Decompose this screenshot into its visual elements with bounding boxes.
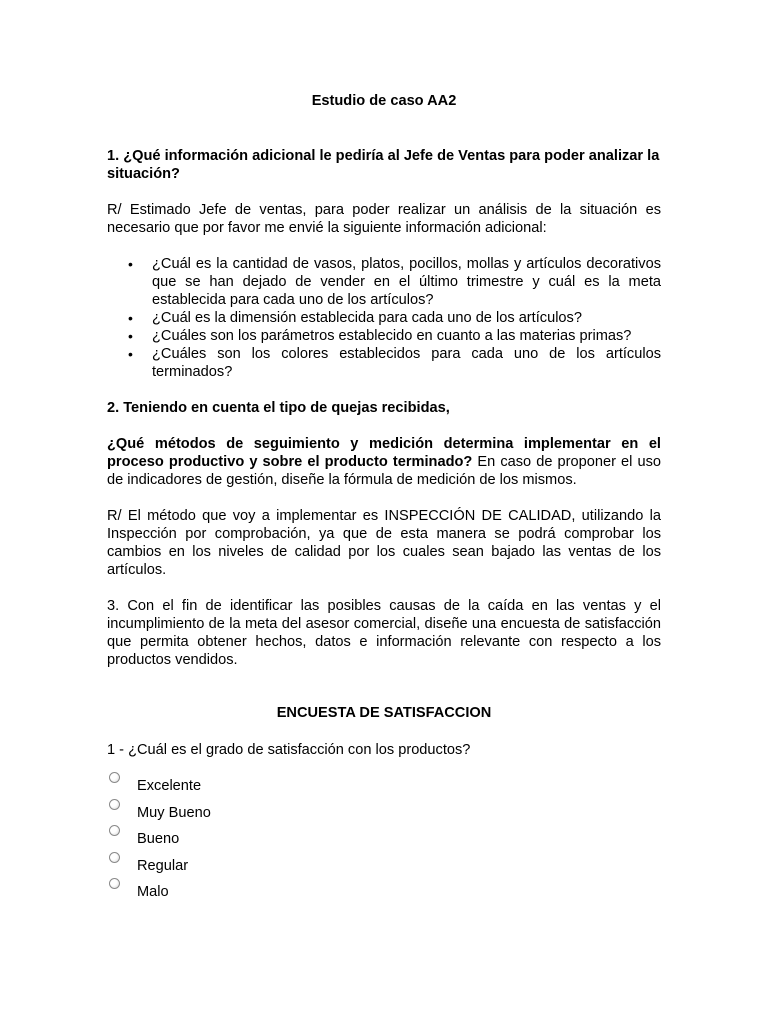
q1-bullet-text: ¿Cuál es la cantidad de vasos, platos, pocillos, mollas y artículos decorativos que se han dejado de vender en el último trimestre y cuál es la meta establecida para cada uno de los artículos?	[152, 256, 661, 308]
bullet-icon: •	[128, 256, 133, 272]
document-title: Estudio de caso AA2	[311, 93, 457, 109]
radio-button-icon[interactable]	[109, 878, 120, 889]
q1-heading: 1. ¿Qué información adicional le pediría al Jefe de Ventas para poder analizar la situación?	[107, 148, 660, 182]
q1-bullet-item	[128, 309, 661, 327]
q2-heading: 2. Teniendo en cuenta el tipo de quejas recibidas,	[107, 400, 450, 416]
survey-title: ENCUESTA DE SATISFACCION	[276, 705, 492, 721]
q2-question-rest: En caso de proponer el uso de indicadores de gestión, diseñe la fórmula de medición de los mismos.	[107, 454, 662, 488]
q2-question-bold: ¿Qué métodos de seguimiento y medición determina implementar en el proceso productivo y sobre el producto terminado?	[107, 436, 661, 470]
survey-options	[107, 777, 661, 910]
survey-option[interactable]	[107, 830, 661, 857]
q2-answer: R/ El método que voy a implementar es INSPECCIÓN DE CALIDAD, utilizando la Inspección por comprobación, ya que de esta manera se podrá comprobar los cambios en los niveles de calidad por los cuales sean bajado las ventas de los artículos.	[107, 508, 661, 578]
q2-question	[107, 435, 661, 489]
bullet-icon: •	[128, 346, 133, 362]
survey-option-label: Bueno	[137, 831, 180, 848]
bullet-icon: •	[128, 310, 133, 326]
survey-option[interactable]	[107, 777, 661, 804]
survey-option[interactable]	[107, 883, 661, 910]
q1-bullet-item	[128, 345, 661, 381]
q3-text: 3. Con el fin de identificar las posibles causas de la caída en las ventas y el incumplimiento de la meta del asesor comercial, diseñe una encuesta de satisfacción que permita obtener hechos, datos e información relevante con respecto a los productos vendidos.	[107, 598, 661, 668]
survey-option[interactable]	[107, 857, 661, 884]
radio-button-icon[interactable]	[109, 825, 120, 836]
radio-button-icon[interactable]	[109, 852, 120, 863]
survey-option-label: Excelente	[137, 778, 202, 794]
q1-bullet-text: ¿Cuál es la dimensión establecida para cada uno de los artículos?	[152, 310, 582, 326]
q1-bullet-item	[128, 255, 661, 309]
survey-option-label: Regular	[137, 857, 189, 874]
survey-question-1: 1 - ¿Cuál es el grado de satisfacción con los productos?	[107, 742, 471, 758]
document-body	[107, 92, 661, 910]
survey-option-label: Malo	[137, 884, 169, 901]
survey-option[interactable]	[107, 804, 661, 831]
q1-bullet-item	[128, 327, 661, 345]
q1-bullet-text: ¿Cuáles son los colores establecidos para cada uno de los artículos terminados?	[152, 346, 661, 380]
radio-button-icon[interactable]	[109, 799, 120, 810]
q1-bullet-list	[107, 255, 661, 381]
survey-option-label: Muy Bueno	[137, 804, 211, 821]
q1-answer-intro: R/ Estimado Jefe de ventas, para poder realizar un análisis de la situación es necesario que por favor me envié la siguiente información adicional:	[107, 202, 661, 236]
radio-button-icon[interactable]	[109, 772, 120, 783]
q1-bullet-text: ¿Cuáles son los parámetros establecido en cuanto a las materias primas?	[152, 328, 632, 344]
bullet-icon: •	[128, 328, 133, 344]
